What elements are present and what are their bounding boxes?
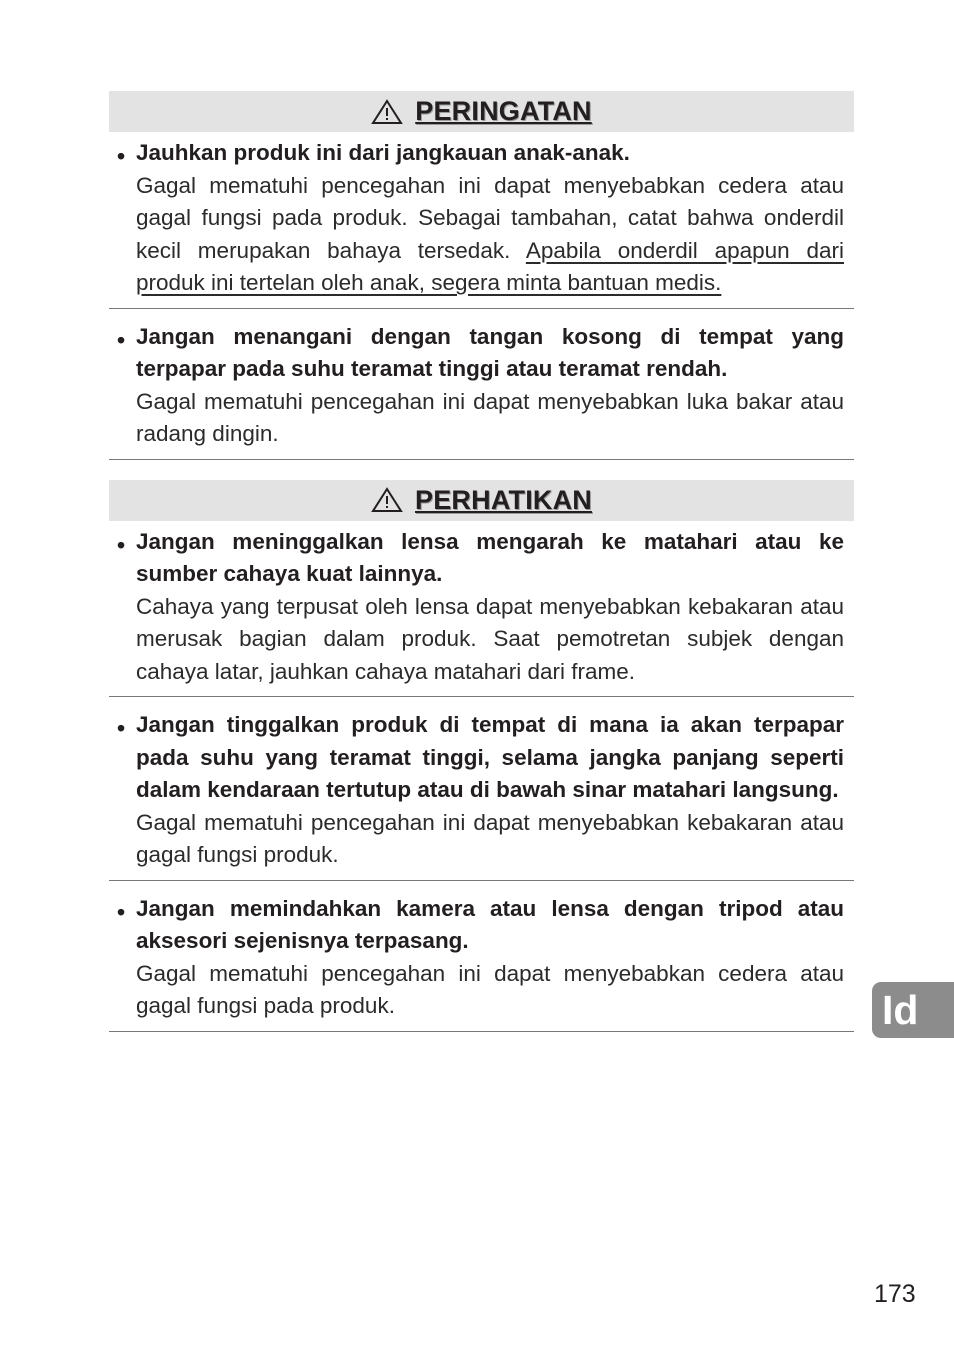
- item-body-underlined-text: Apabila onderdil apapun dari produk ini tertelan oleh anak, segera minta bantuan medis.: [136, 237, 844, 295]
- item-title: Jangan memindahkan kamera atau lensa dengan tripod atau aksesori sejenisnya terpasang.: [136, 895, 844, 953]
- list-item: [109, 881, 854, 1032]
- bullet: •: [117, 531, 126, 558]
- warning-section-header: [109, 91, 854, 132]
- warning-triangle-icon: [371, 487, 403, 513]
- item-title: Jauhkan produk ini dari jangkauan anak-anak.: [136, 140, 630, 165]
- item-body: Gagal mematuhi pencegahan ini dapat menyebabkan luka bakar atau radang dingin.: [136, 388, 844, 446]
- language-tab: Id: [872, 982, 954, 1038]
- list-item: [109, 521, 854, 698]
- item-title: Jangan tinggalkan produk di tempat di mana ia akan terpapar pada suhu yang teramat tinggi, selama jangka panjang seperti dalam kendaraan tertutup atau di bawah sinar matahari langsung.: [136, 712, 844, 802]
- bullet: •: [117, 143, 126, 169]
- item-title: Jangan meninggalkan lensa mengarah ke matahari atau ke sumber cahaya kuat lainnya.: [136, 528, 844, 586]
- warning-triangle-icon: [371, 99, 403, 125]
- bullet: •: [117, 898, 126, 925]
- item-body: Gagal mematuhi pencegahan ini dapat menyebabkan cedera atau gagal fungsi pada produk.: [136, 960, 844, 1018]
- list-item: [109, 697, 854, 881]
- list-item: [109, 309, 854, 460]
- item-body: Gagal mematuhi pencegahan ini dapat menyebabkan kebakaran atau gagal fungsi produk.: [136, 809, 844, 867]
- list-item: [109, 132, 854, 309]
- section-gap: [109, 460, 854, 480]
- item-body-text: Gagal mematuhi pencegahan ini dapat menyebabkan cedera atau gagal fungsi pada produk. Sebagai tambahan, catat bahwa onderdil kecil merupakan bahaya tersedak.: [136, 172, 844, 263]
- item-body: [136, 170, 844, 300]
- page-content: [109, 91, 854, 1032]
- caution-section-header: [109, 480, 854, 521]
- section-title: PERHATIKAN: [415, 484, 592, 515]
- item-title: Jangan menangani dengan tangan kosong di tempat yang terpapar pada suhu teramat tinggi atau teramat rendah.: [136, 323, 844, 381]
- bullet: •: [117, 326, 126, 353]
- item-body: Cahaya yang terpusat oleh lensa dapat menyebabkan kebakaran atau merusak bagian dalam produk. Saat pemotretan subjek dengan cahaya latar, jauhkan cahaya matahari dari frame.: [136, 593, 844, 684]
- section-title: PERINGATAN: [415, 96, 592, 126]
- bullet: •: [117, 715, 126, 741]
- page-number: 173: [874, 1280, 916, 1308]
